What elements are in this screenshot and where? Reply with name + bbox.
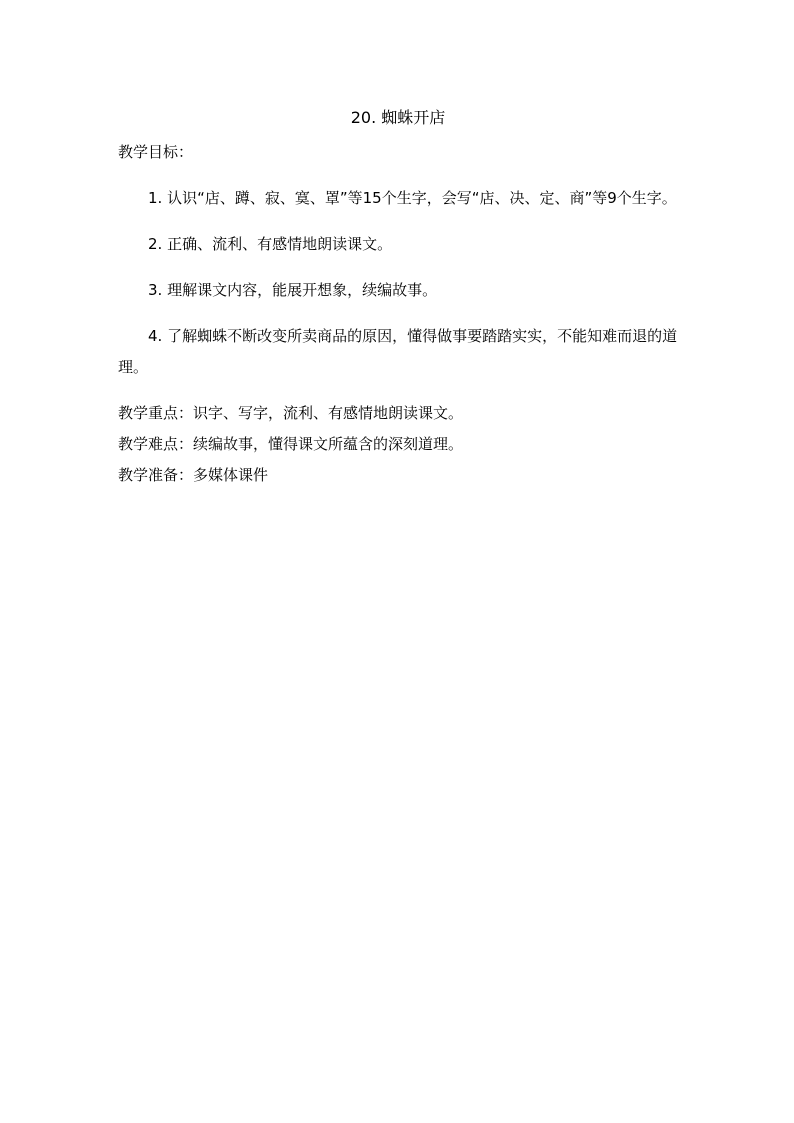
lesson-title: 20. 蜘蛛开店 <box>350 108 446 127</box>
key-points: 教学重点：识字、写字，流利、有感情地朗读课文。 <box>118 404 464 422</box>
objectives-heading: 教学目标： <box>118 143 194 161</box>
objective-2: 2. 正确、流利、有感情地朗读课文。 <box>148 235 393 253</box>
objective-3: 3. 理解课文内容，能展开想象，续编故事。 <box>148 281 438 299</box>
document-body <box>118 106 678 491</box>
objective-1: 1. 认识“店、蹲、寂、寞、罩”等15个生字，会写“店、决、定、商”等9个生字。 <box>148 189 677 207</box>
objective-4: 4. 了解蜘蛛不断改变所卖商品的原因，懂得做事要踏踏实实，不能知难而退的道理。 <box>118 327 678 376</box>
difficult-points: 教学难点：续编故事，懂得课文所蕴含的深刻道理。 <box>118 435 464 453</box>
teaching-preparation: 教学准备：多媒体课件 <box>118 466 269 484</box>
